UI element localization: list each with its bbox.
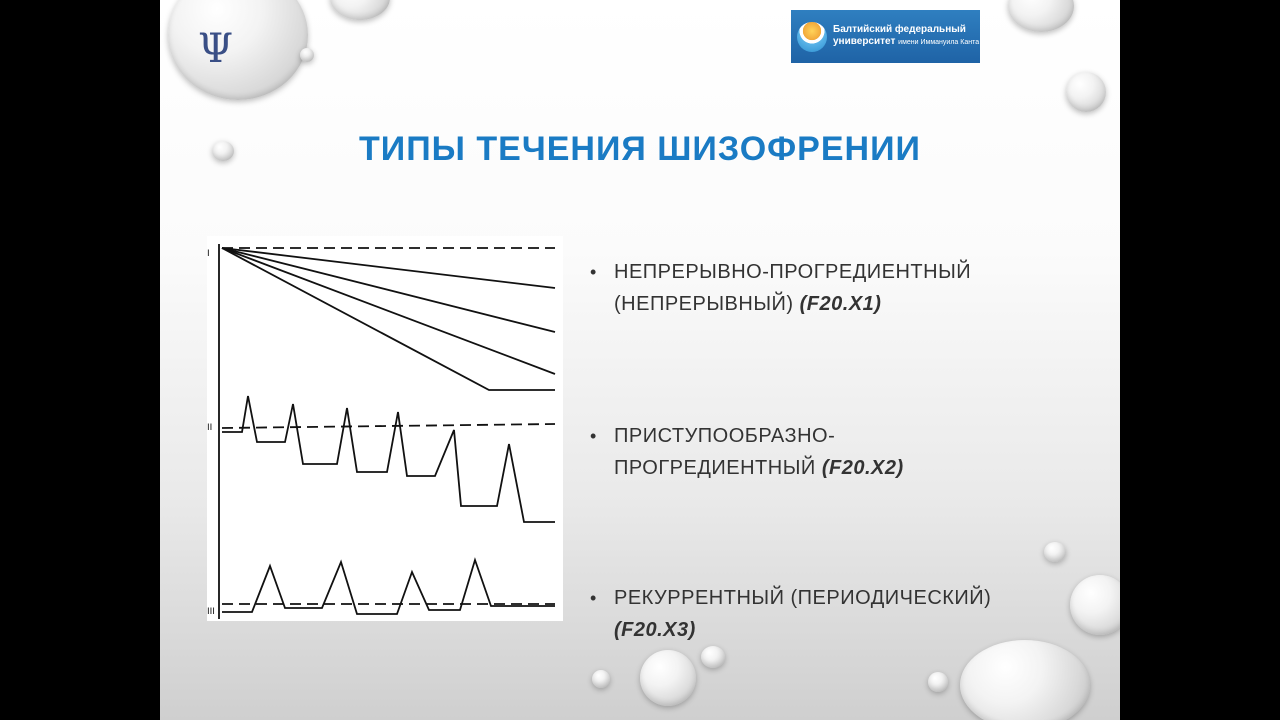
university-logo <box>791 10 980 63</box>
university-emblem-icon <box>797 22 827 52</box>
icd-code: (F20.X2) <box>821 457 904 479</box>
course-type-name: РЕКУРРЕНТНЫЙ (ПЕРИОДИЧЕСКИЙ) <box>614 587 992 609</box>
list-item-attack-progredient <box>614 420 1014 484</box>
icd-code: (F20.X3) <box>614 619 696 641</box>
diagram-label-2: II <box>207 423 213 433</box>
logo-line-1: Балтийский федеральный <box>833 24 966 35</box>
list-item-recurrent <box>614 582 1014 646</box>
psi-logo: Ψ <box>198 26 234 72</box>
water-drop <box>168 0 308 100</box>
water-drop <box>330 0 390 20</box>
water-drop <box>1070 575 1120 635</box>
water-drop <box>1008 0 1074 32</box>
logo-line-2-main: университет <box>833 36 896 47</box>
logo-line-2 <box>833 36 979 49</box>
diagram-label-1: I <box>207 249 210 259</box>
water-drop <box>640 650 696 706</box>
water-drop <box>928 672 948 692</box>
icd-code: (F20.X1) <box>799 293 882 315</box>
water-drop <box>300 48 314 62</box>
slide <box>160 0 1120 720</box>
water-drop <box>1066 72 1106 112</box>
progression-line-2 <box>222 248 555 332</box>
course-type-name: ПРИСТУПООБРАЗНО-ПРОГРЕДИЕНТНЫЙ <box>614 425 836 479</box>
diagram-label-3: III <box>207 607 215 617</box>
baseline-dashed-2 <box>222 424 555 428</box>
water-drop <box>960 640 1090 720</box>
university-logo-text <box>833 24 979 49</box>
water-drop <box>592 670 610 688</box>
course-type-name: НЕПРЕРЫВНО-ПРОГРЕДИЕНТНЫЙ (НЕПРЕРЫВНЫЙ) <box>614 261 972 315</box>
slide-title: ТИПЫ ТЕЧЕНИЯ ШИЗОФРЕНИИ <box>359 130 921 168</box>
list-item-continuous <box>614 256 1014 320</box>
logo-line-2-small: имени Иммануила Канта <box>898 39 980 46</box>
course-types-diagram <box>207 236 563 621</box>
recurrent-curve <box>222 560 555 614</box>
water-drop <box>1044 542 1066 562</box>
attack-progredient-curve <box>222 396 555 522</box>
progression-line-1 <box>222 248 555 288</box>
course-types-diagram-svg <box>207 236 563 621</box>
progression-line-3 <box>222 248 555 374</box>
water-drop <box>701 646 725 668</box>
